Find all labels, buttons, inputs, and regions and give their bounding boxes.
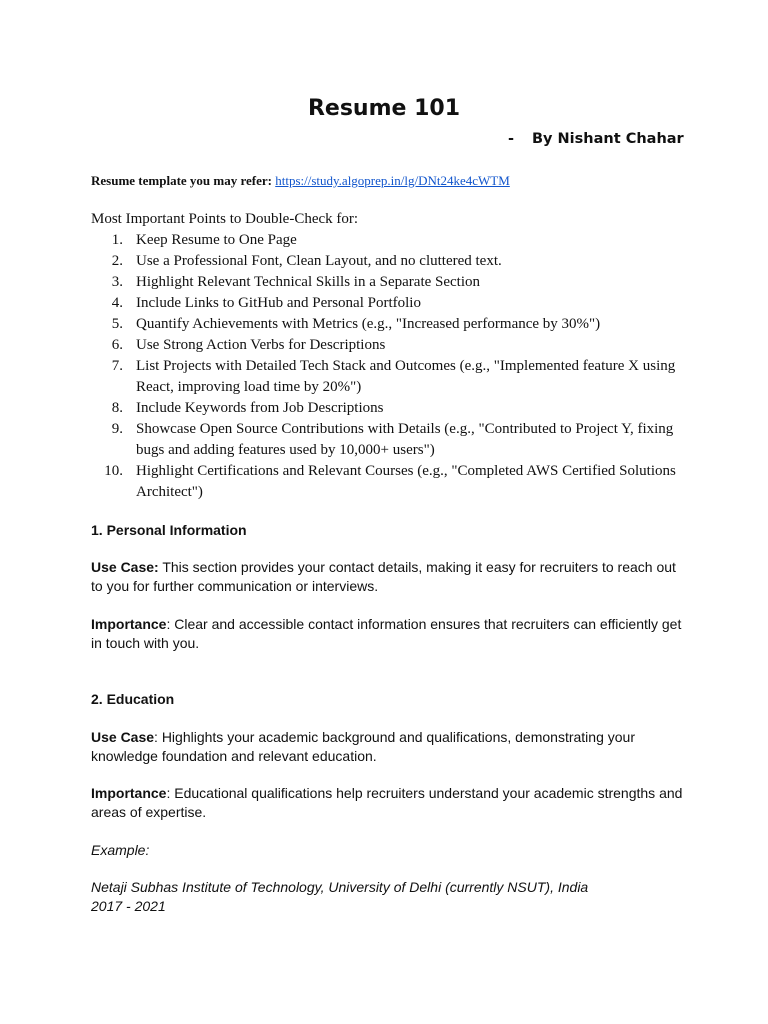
checklist-item-text: Include Keywords from Job Descriptions: [136, 400, 384, 416]
education-usecase-label: Use Case: [91, 729, 155, 745]
checklist-item-text: Quantify Achievements with Metrics (e.g., "Increased performance by 30%"): [136, 316, 601, 332]
checklist-item-text: Showcase Open Source Contributions with Details (e.g., "Contributed to Project Y, fixing bugs and adding features used by 10,000+ users"): [136, 421, 674, 458]
checklist-item-text: Keep Resume to One Page: [136, 232, 297, 248]
education-usecase: [91, 728, 691, 766]
checklist-item: [91, 314, 691, 335]
checklist-item-text: Include Links to GitHub and Personal Portfolio: [136, 295, 421, 311]
checklist-item-text: List Projects with Detailed Tech Stack and Outcomes (e.g., "Implemented feature X using React, improving load time by 20%"): [136, 358, 676, 395]
template-label: Resume template you may refer:: [91, 173, 272, 188]
personal-importance-text: : Clear and accessible contact information ensures that recruiters can efficiently get in touch with you.: [91, 616, 682, 651]
checklist-item: [91, 230, 691, 251]
education-example: [91, 878, 691, 916]
doc-title: Resume 101: [307, 96, 461, 121]
checklist-item-number: 4.: [111, 295, 123, 311]
author-name: By Nishant Chahar: [532, 131, 684, 147]
personal-importance: [91, 615, 691, 653]
checklist-item-number: 5.: [111, 316, 123, 332]
checklist-item: [91, 356, 691, 398]
education-example-label: Example:: [91, 842, 150, 858]
template-reference: [91, 172, 510, 190]
author-line: [508, 128, 684, 150]
checklist-item-text: Highlight Certifications and Relevant Courses (e.g., "Completed AWS Certified Solutions Architect"): [136, 463, 676, 500]
education-usecase-text: : Highlights your academic background and qualifications, demonstrating your knowledge foundation and relevant education.: [91, 729, 635, 764]
personal-heading-text: 1. Personal Information: [91, 522, 247, 538]
checklist-item: [91, 251, 691, 272]
education-importance-text: : Educational qualifications help recruiters understand your academic strengths and areas of expertise.: [91, 785, 683, 820]
checklist-item-number: 10.: [104, 463, 123, 479]
checklist-item-number: 7.: [111, 358, 123, 374]
education-importance: [91, 784, 691, 822]
checklist-item-text: Use a Professional Font, Clean Layout, and no cluttered text.: [136, 253, 502, 269]
template-link[interactable]: https://study.algoprep.in/lg/DNt24ke4cWTM: [275, 173, 510, 188]
education-heading: [91, 690, 691, 709]
personal-heading: [91, 521, 691, 540]
checklist-item-number: 3.: [111, 274, 123, 290]
checklist-item: [91, 398, 691, 419]
checklist-item: [91, 419, 691, 461]
checklist-item-number: 8.: [111, 400, 123, 416]
personal-usecase: [91, 558, 691, 596]
checklist-item-number: 2.: [111, 253, 123, 269]
checklist-item-number: 6.: [111, 337, 123, 353]
personal-usecase-text: This section provides your contact details, making it easy for recruiters to reach out to you for further communication or interviews.: [91, 559, 676, 594]
example-years: 2017 - 2021: [91, 898, 166, 914]
author-dash: -: [508, 131, 515, 147]
checklist-intro: Most Important Points to Double-Check for:: [91, 211, 359, 227]
checklist-item-number: 9.: [111, 421, 123, 437]
checklist-item-text: Highlight Relevant Technical Skills in a Separate Section: [136, 274, 481, 290]
checklist-item: [91, 272, 691, 293]
checklist-item: [91, 293, 691, 314]
checklist: [91, 230, 691, 503]
personal-usecase-label: Use Case:: [91, 559, 159, 575]
education-importance-label: Importance: [91, 785, 167, 801]
personal-importance-label: Importance: [91, 616, 167, 632]
checklist-item: [91, 461, 691, 503]
education-heading-text: 2. Education: [91, 691, 175, 707]
checklist-item: [91, 335, 691, 356]
checklist-item-text: Use Strong Action Verbs for Descriptions: [136, 337, 386, 353]
checklist-item-number: 1.: [111, 232, 123, 248]
example-institute: Netaji Subhas Institute of Technology, University of Delhi (currently NSUT), India: [91, 879, 589, 895]
